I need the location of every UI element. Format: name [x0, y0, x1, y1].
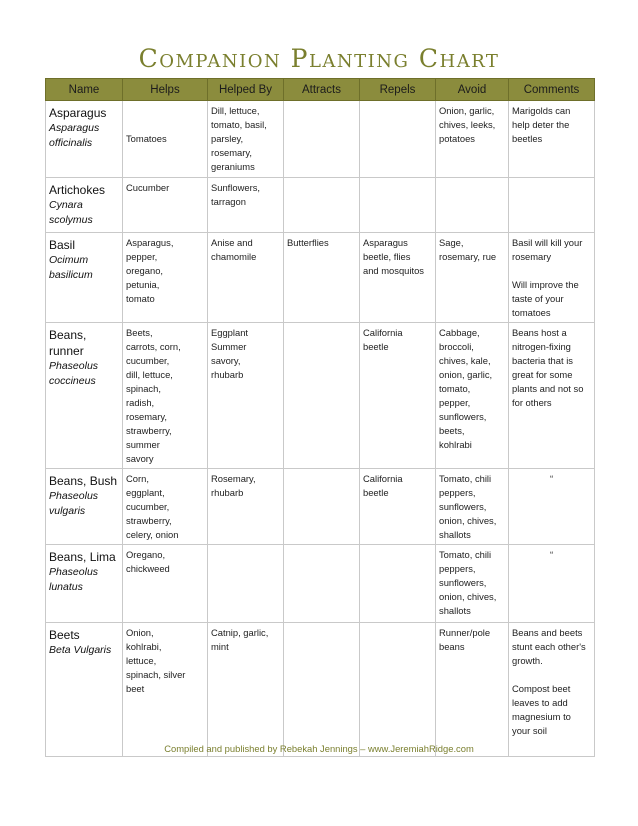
cell-avoid	[436, 233, 509, 323]
latin-name: officinalis	[49, 137, 93, 149]
cell-helps-line: kohlrabi,	[126, 641, 162, 652]
cell-helped-by	[208, 323, 284, 469]
cell-comments-line: your soil	[512, 725, 547, 736]
cell-helps-line: spinach,	[126, 383, 161, 394]
latin-name: Cynara	[49, 199, 83, 211]
cell-avoid-line: beets,	[439, 425, 465, 436]
latin-name: Asparagus	[49, 122, 100, 134]
cell-comments-line: great for some	[512, 369, 573, 380]
column-header-repels: Repels	[360, 79, 436, 101]
common-name: Beets	[49, 628, 80, 642]
cell-helps-line: cucumber,	[126, 501, 170, 512]
cell-helped-by-line: tarragon	[211, 196, 246, 207]
cell-helps-line: oregano,	[126, 265, 164, 276]
common-name-continued: runner	[49, 344, 84, 358]
cell-helped-by	[208, 233, 284, 323]
cell-helped-by-line: Dill, lettuce,	[211, 105, 260, 116]
latin-name: Phaseolus	[49, 490, 99, 502]
cell-avoid-line: onion, chives,	[439, 515, 497, 526]
table-row	[46, 545, 595, 623]
cell-avoid-line: onion, chives,	[439, 591, 497, 602]
cell-avoid-line: kohlrabi	[439, 439, 472, 450]
cell-repels-line: and mosquitos	[363, 265, 424, 276]
cell-avoid-line: sunflowers,	[439, 501, 487, 512]
cell-avoid-line: Sage,	[439, 237, 464, 248]
table-row	[46, 469, 595, 545]
cell-helps-line: eggplant,	[126, 487, 165, 498]
cell-avoid-line: shallots	[439, 529, 471, 540]
cell-name	[46, 233, 123, 323]
cell-helps-line: pepper,	[126, 251, 158, 262]
common-name: Beans, Lima	[49, 550, 116, 564]
cell-helps-line: Oregano,	[126, 549, 166, 560]
cell-comments	[509, 178, 595, 233]
cell-repels-line: Asparagus	[363, 237, 408, 248]
latin-name: lunatus	[49, 581, 83, 593]
table-body	[46, 101, 595, 757]
column-header-attracts: Attracts	[284, 79, 360, 101]
column-header-avoid: Avoid	[436, 79, 509, 101]
cell-helps-line	[126, 118, 204, 132]
cell-helped-by-line: rosemary,	[211, 147, 252, 158]
cell-comments-line: magnesium to	[512, 711, 571, 722]
cell-avoid-line: shallots	[439, 605, 471, 616]
cell-name	[46, 323, 123, 469]
cell-repels	[360, 623, 436, 757]
cell-comments-line: for others	[512, 397, 552, 408]
cell-helped-by-line: geraniums	[211, 161, 255, 172]
cell-helped-by-line: chamomile	[211, 251, 257, 262]
cell-name	[46, 178, 123, 233]
column-header-helps: Helps	[123, 79, 208, 101]
cell-comments-line: Compost beet	[512, 683, 571, 694]
cell-avoid-line: sunflowers,	[439, 411, 487, 422]
cell-helps-line: rosemary,	[126, 411, 167, 422]
cell-repels	[360, 545, 436, 623]
cell-comments-line	[512, 668, 591, 682]
cell-helped-by-line: mint	[211, 641, 229, 652]
cell-helped-by	[208, 545, 284, 623]
cell-avoid	[436, 623, 509, 757]
table-row	[46, 323, 595, 469]
cell-comments	[509, 101, 595, 178]
cell-repels	[360, 323, 436, 469]
cell-helps-line: summer	[126, 439, 160, 450]
cell-helped-by-line: Summer	[211, 341, 247, 352]
cell-avoid-line: peppers,	[439, 563, 476, 574]
table-row	[46, 101, 595, 178]
cell-helped-by-line: parsley,	[211, 133, 244, 144]
header-row	[46, 79, 595, 101]
cell-helps	[123, 178, 208, 233]
common-name: Beans, Bush	[49, 474, 118, 488]
cell-helped-by-line: Sunflowers,	[211, 182, 260, 193]
cell-avoid-line: peppers,	[439, 487, 476, 498]
cell-attracts	[284, 323, 360, 469]
cell-avoid-line: beans	[439, 641, 465, 652]
cell-avoid-line: rosemary, rue	[439, 251, 497, 262]
cell-helped-by-line: Anise and	[211, 237, 253, 248]
cell-helped-by-line: Catnip, garlic,	[211, 627, 269, 638]
cell-helps-line: chickweed	[126, 563, 170, 574]
cell-comments-line: growth.	[512, 655, 543, 666]
cell-avoid-line: potatoes	[439, 133, 475, 144]
cell-repels	[360, 233, 436, 323]
cell-attracts-line: Butterflies	[287, 237, 329, 248]
cell-attracts	[284, 469, 360, 545]
cell-helped-by-line: savory,	[211, 355, 241, 366]
cell-comments-line: plants and not so	[512, 383, 584, 394]
cell-comments-line: Basil will kill your	[512, 237, 583, 248]
column-header-helped-by: Helped By	[208, 79, 284, 101]
cell-helps-line	[126, 104, 204, 118]
cell-avoid-line: tomato,	[439, 383, 471, 394]
cell-helps-line: carrots, corn,	[126, 341, 181, 352]
cell-helped-by-line: tomato, basil,	[211, 119, 267, 130]
cell-name	[46, 545, 123, 623]
cell-helped-by-line: rhubarb	[211, 369, 244, 380]
cell-repels	[360, 178, 436, 233]
common-name: Beans,	[49, 328, 87, 342]
cell-comments-line: leaves to add	[512, 697, 568, 708]
cell-repels	[360, 101, 436, 178]
cell-comments-line: Beans and beets	[512, 627, 583, 638]
cell-helps-line: beet	[126, 683, 145, 694]
cell-comments-line: Beans host a	[512, 327, 567, 338]
cell-avoid	[436, 469, 509, 545]
page-title: Companion Planting Chart	[138, 44, 500, 73]
cell-avoid-line: Onion, garlic,	[439, 105, 495, 116]
cell-comments-line: help deter the	[512, 119, 570, 130]
cell-helps-line: Cucumber	[126, 182, 170, 193]
cell-helps-line: Beets,	[126, 327, 153, 338]
cell-helps-line: Onion,	[126, 627, 154, 638]
cell-comments-line: stunt each other's	[512, 641, 586, 652]
cell-attracts	[284, 623, 360, 757]
cell-avoid-line: chives, kale,	[439, 355, 491, 366]
table-row	[46, 178, 595, 233]
cell-attracts	[284, 101, 360, 178]
cell-attracts	[284, 545, 360, 623]
cell-helped-by	[208, 178, 284, 233]
cell-helps-line: Asparagus,	[126, 237, 174, 248]
cell-helps-line: tomato	[126, 293, 155, 304]
cell-avoid-line: Runner/pole	[439, 627, 491, 638]
latin-name: vulgaris	[49, 505, 86, 517]
cell-helps-line: radish,	[126, 397, 155, 408]
cell-helped-by-line: Rosemary,	[211, 473, 256, 484]
cell-avoid-line: Cabbage,	[439, 327, 480, 338]
common-name: Asparagus	[49, 106, 107, 120]
footer-credit: Compiled and published by Rebekah Jennings – www.JeremiahRidge.com	[164, 743, 474, 754]
cell-helps	[123, 101, 208, 178]
cell-helps	[123, 233, 208, 323]
cell-helps-line: cucumber,	[126, 355, 170, 366]
column-header-name: Name	[46, 79, 123, 101]
cell-helps	[123, 469, 208, 545]
cell-helps-line: spinach, silver	[126, 669, 186, 680]
cell-comments-line: nitrogen-fixing	[512, 341, 571, 352]
cell-helped-by-line: Eggplant	[211, 327, 249, 338]
cell-helped-by	[208, 623, 284, 757]
cell-comments-ditto: “	[509, 469, 595, 545]
cell-helps	[123, 323, 208, 469]
latin-name: coccineus	[49, 375, 96, 387]
cell-helps-line: Corn,	[126, 473, 149, 484]
cell-name	[46, 469, 123, 545]
cell-avoid	[436, 178, 509, 233]
cell-helps-line: celery, onion	[126, 529, 179, 540]
latin-name: basilicum	[49, 269, 93, 281]
cell-comments-line: beetles	[512, 133, 543, 144]
column-header-comments: Comments	[509, 79, 595, 101]
cell-avoid	[436, 545, 509, 623]
cell-repels-line: beetle, flies	[363, 251, 411, 262]
cell-helped-by-line: rhubarb	[211, 487, 244, 498]
cell-helped-by	[208, 469, 284, 545]
cell-comments	[509, 233, 595, 323]
common-name: Artichokes	[49, 183, 106, 197]
cell-avoid	[436, 323, 509, 469]
cell-helps-line: lettuce,	[126, 655, 157, 666]
cell-avoid	[436, 101, 509, 178]
cell-helps-line: strawberry,	[126, 515, 172, 526]
cell-avoid-line: chives, leeks,	[439, 119, 496, 130]
cell-repels-line: California	[363, 327, 403, 338]
cell-repels-line: California	[363, 473, 403, 484]
cell-helps	[123, 545, 208, 623]
cell-comments-line: tomatoes	[512, 307, 551, 318]
cell-helps	[123, 623, 208, 757]
cell-avoid-line: onion, garlic,	[439, 369, 493, 380]
cell-comments-ditto: “	[509, 545, 595, 623]
latin-name: Ocimum	[49, 254, 89, 266]
cell-name	[46, 623, 123, 757]
table-row	[46, 233, 595, 323]
companion-planting-table	[45, 78, 595, 757]
latin-name: Phaseolus	[49, 360, 99, 372]
cell-comments	[509, 323, 595, 469]
cell-comments-line: bacteria that is	[512, 355, 573, 366]
cell-repels-line: beetle	[363, 487, 389, 498]
cell-avoid-line: broccoli,	[439, 341, 474, 352]
cell-comments	[509, 623, 595, 757]
cell-helps-line: dill, lettuce,	[126, 369, 173, 380]
cell-repels	[360, 469, 436, 545]
latin-name: Beta Vulgaris	[49, 644, 112, 656]
cell-helps-line: strawberry,	[126, 425, 172, 436]
common-name: Basil	[49, 238, 76, 252]
cell-helped-by	[208, 101, 284, 178]
cell-attracts	[284, 233, 360, 323]
cell-helps-line: savory	[126, 453, 154, 464]
cell-comments-line: taste of your	[512, 293, 564, 304]
cell-comments-line: Marigolds can	[512, 105, 571, 116]
cell-avoid-line: Tomato, chili	[439, 549, 492, 560]
cell-helps-line: Tomatoes	[126, 133, 167, 144]
cell-comments-line	[512, 264, 591, 278]
cell-avoid-line: sunflowers,	[439, 577, 487, 588]
cell-repels-line: beetle	[363, 341, 389, 352]
cell-comments-line: rosemary	[512, 251, 552, 262]
cell-avoid-line: Tomato, chili	[439, 473, 492, 484]
cell-name	[46, 101, 123, 178]
cell-comments-line: Will improve the	[512, 279, 579, 290]
table-row	[46, 623, 595, 757]
latin-name: scolymus	[49, 214, 93, 226]
latin-name: Phaseolus	[49, 566, 99, 578]
cell-helps-line: petunia,	[126, 279, 160, 290]
cell-avoid-line: pepper,	[439, 397, 471, 408]
cell-attracts	[284, 178, 360, 233]
